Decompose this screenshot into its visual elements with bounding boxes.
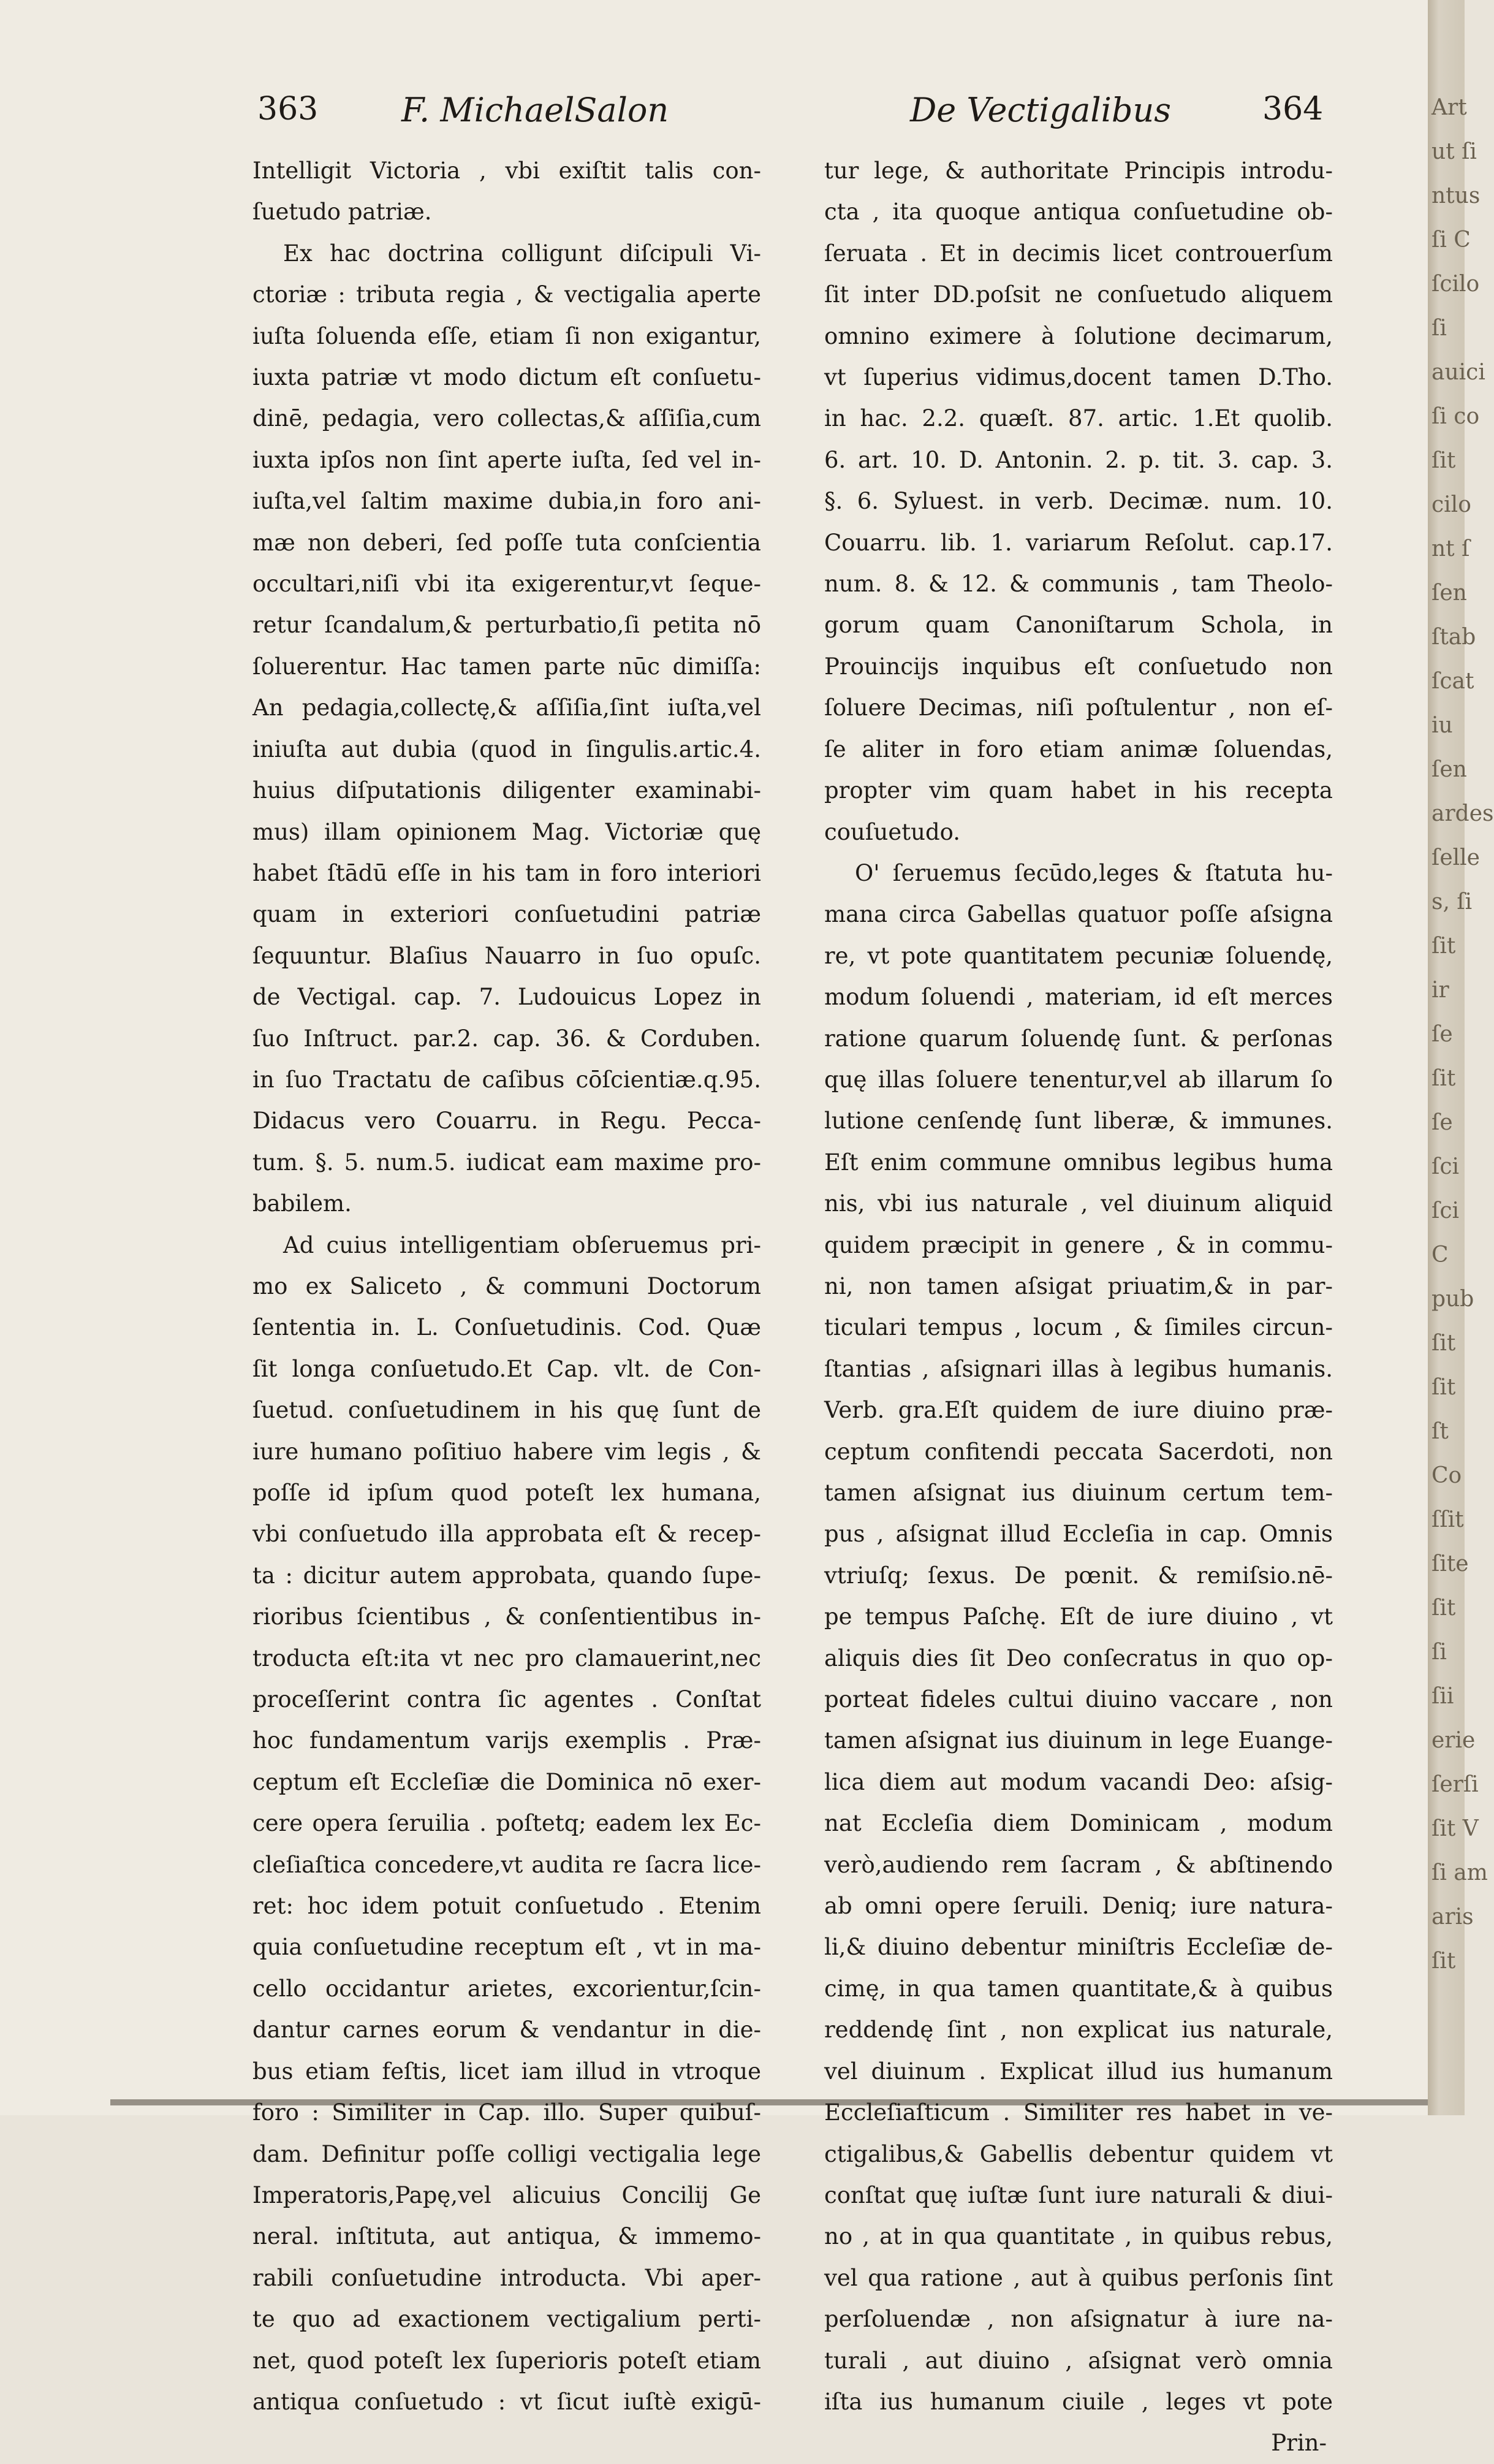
text-line: ctoriæ : tributa regia , & vectigalia aperte [252, 281, 761, 308]
text-line: reddendę ſint , non explicat ius naturale, [824, 2017, 1333, 2044]
text-line: Didacus vero Couarru. in Regu. Pecca- [252, 1108, 761, 1135]
text-line: poſſe id ipſum quod poteſt lex humana, [252, 1480, 761, 1506]
text-line: tum. §. 5. num.5. iudicat eam maxime pro- [252, 1149, 761, 1176]
text-line: Eſt enim commune omnibus legibus huma [824, 1149, 1333, 1176]
adjacent-page-fragment: ſit [1431, 1375, 1456, 1400]
adjacent-page-fragment: ir [1431, 978, 1449, 1003]
text-line: mæ non deberi, ſed poſſe tuta conſcientia [252, 529, 761, 556]
adjacent-page-fragment: ſelle [1431, 845, 1480, 870]
text-line: iuſta,vel ſaltim maxime dubia,in foro ani- [252, 488, 761, 515]
text-column-right [824, 150, 1333, 2464]
text-line: cere opera ſeruilia . poſtetq; eadem lex Ec- [252, 1810, 761, 1837]
adjacent-page-fragment: ſſit [1431, 1507, 1464, 1532]
text-line: aliquis dies ſit Deo conſecratus in quo op- [824, 1645, 1333, 1671]
text-line: rioribus ſcientibus , & conſentientibus in- [252, 1603, 761, 1630]
adjacent-page-fragment: erie [1431, 1728, 1476, 1753]
text-line: tamen aſsignat ius diuinum in lege Euange- [824, 1727, 1333, 1754]
text-line: foro : Similiter in Cap. illo. Super quibuſ- [252, 2099, 761, 2126]
text-line: lica diem aut modum vacandi Deo: aſsig- [824, 1768, 1333, 1795]
adjacent-page-fragment: ſe [1431, 1110, 1453, 1135]
text-line: iuxta ipſos non ſint aperte iuſta, ſed vel in- [252, 446, 761, 473]
text-line: quę illas ſoluere tenentur,vel ab illarum ſo [824, 1066, 1333, 1093]
text-line: iniuſta aut dubia (quod in ſingulis.artic.4. [252, 736, 761, 762]
adjacent-page-fragment: ſci [1431, 1198, 1459, 1223]
text-line: ſit longa conſuetudo.Et Cap. vlt. de Con- [252, 1355, 761, 1382]
text-line: proceſſerint contra ſic agentes . Conſtat [252, 1686, 761, 1713]
text-line: ſuetud. conſuetudinem in his quę ſunt de [252, 1397, 761, 1424]
text-line: ab omni opere ſeruili. Deniq; iure natura- [824, 1893, 1333, 1920]
text-line: conſtat quę iuſtæ ſunt iure naturali & diui- [824, 2181, 1333, 2208]
adjacent-page-fragment: pub [1431, 1287, 1474, 1312]
adjacent-page-fragment: ſcat [1431, 669, 1474, 694]
text-line: mo ex Saliceto , & communi Doctorum [252, 1272, 761, 1299]
text-line: vbi conſuetudo illa approbata eſt & recep- [252, 1521, 761, 1548]
text-line: ceptum confitendi peccata Sacerdoti, non [824, 1438, 1333, 1465]
adjacent-page-fragment: nt ſ [1431, 536, 1470, 561]
text-line: Ad cuius intelligentiam obſeruemus pri- [283, 1231, 761, 1258]
text-line: no , at in qua quantitate , in quibus rebus, [824, 2223, 1333, 2250]
text-line: cta , ita quoque antiqua conſuetudine ob- [824, 199, 1333, 226]
text-line: Intelligit Victoria , vbi exiſtit talis con- [252, 158, 761, 184]
adjacent-page-fragment: ſtab [1431, 625, 1476, 650]
text-line: ſtantias , aſsignari illas à legibus humanis. [824, 1355, 1333, 1382]
text-line: ticulari tempus , locum , & ſimiles circun- [824, 1314, 1333, 1341]
text-line: habet ſtādū eſſe in his tam in foro interiori [252, 859, 761, 886]
text-line: cleſiaſtica concedere,vt audita re ſacra lice- [252, 1851, 761, 1878]
text-line: net, quod poteſt lex ſuperioris poteſt etiam [252, 2347, 761, 2374]
text-line: huius diſputationis diligenter examinabi- [252, 777, 761, 804]
page-number-left: 363 [257, 91, 319, 127]
text-line: Verb. gra.Eſt quidem de iure diuino præ- [824, 1397, 1333, 1424]
text-line: ctigalibus,& Gabellis debentur quidem vt [824, 2140, 1333, 2167]
text-line: in hac. 2.2. quæſt. 87. artic. 1.Et quolib. [824, 405, 1333, 432]
text-line: retur ſcandalum,& perturbatio,ſi petita nō [252, 612, 761, 639]
adjacent-page-fragment: ſi am [1431, 1860, 1488, 1885]
text-line: ret: hoc idem potuit conſuetudo . Etenim [252, 1893, 761, 1920]
text-line: Imperatoris,Papę,vel alicuius Concilij Ge [252, 2181, 761, 2208]
adjacent-page-fragment: iu [1431, 713, 1453, 738]
text-line: quidem præcipit in genere , & in commu- [824, 1231, 1333, 1258]
text-line: in ſuo Tractatu de caſibus cōſcientiæ.q.95. [252, 1066, 761, 1093]
text-line: neral. inſtituta, aut antiqua, & immemo- [252, 2223, 761, 2250]
adjacent-page-fragment: aris [1431, 1904, 1474, 1930]
catchword: Prin- [1271, 2430, 1327, 2457]
adjacent-page-fragment: ſci [1431, 1154, 1459, 1179]
text-line: vt ſuperius vidimus,docent tamen D.Tho. [824, 364, 1333, 391]
text-line: cello occidantur arietes, excorientur,ſcin- [252, 1975, 761, 2002]
adjacent-page-fragment: ſe [1431, 1022, 1453, 1047]
text-line: perſoluendæ , non aſsignatur à iure na- [824, 2306, 1333, 2333]
text-line: iuxta patriæ vt modo dictum eſt conſuetu- [252, 364, 761, 391]
text-line: ſuetudo patriæ. [252, 199, 432, 226]
adjacent-page-fragment: ardes [1431, 801, 1494, 826]
text-column-left [252, 150, 761, 2422]
text-line: turali , aut diuino , aſsignat verò omnia [824, 2347, 1333, 2374]
text-line: hoc fundamentum varijs exemplis . Præ- [252, 1727, 761, 1754]
text-line: mana circa Gabellas quatuor poſſe aſsigna [824, 901, 1333, 928]
running-head-title: De Vectigalibus [910, 91, 1171, 129]
text-line: dam. Definitur poſſe colligi vectigalia lege [252, 2140, 761, 2167]
text-line: troducta eſt:ita vt nec pro clamauerint,nec [252, 1645, 761, 1671]
page-number-right: 364 [1262, 91, 1324, 127]
text-line: ſit inter DD.poſsit ne conſuetudo aliquem [824, 281, 1333, 308]
text-line: bus etiam feſtis, licet iam illud in vtroque [252, 2058, 761, 2085]
adjacent-page-fragment: ſcilo [1431, 272, 1480, 297]
adjacent-page-fragment: ſit [1431, 1331, 1456, 1356]
text-line: num. 8. & 12. & communis , tam Theolo- [824, 571, 1333, 598]
adjacent-page-fragment: ſi [1431, 1640, 1447, 1665]
text-line: de Vectigal. cap. 7. Ludouicus Lopez in [252, 984, 761, 1011]
text-line: O' ſeruemus ſecūdo,leges & ſtatuta hu- [855, 859, 1333, 886]
text-line: couſuetudo. [824, 818, 961, 845]
adjacent-page-fragment: auici [1431, 360, 1485, 385]
text-line: ſequuntur. Blaſius Nauarro in ſuo opuſc. [252, 942, 761, 969]
text-line: nat Eccleſia diem Dominicam , modum [824, 1810, 1333, 1837]
text-line: modum ſoluendi , materiam, id eſt merces [824, 984, 1333, 1011]
text-line: propter vim quam habet in his recepta [824, 777, 1333, 804]
text-line: gorum quam Canoniſtarum Schola, in [824, 612, 1333, 639]
text-line: quia conſuetudine receptum eſt , vt in ma- [252, 1934, 761, 1961]
text-line: tur lege, & authoritate Principis introdu- [824, 158, 1333, 184]
text-line: Eccleſiaſticum . Similiter res habet in ve- [824, 2099, 1333, 2126]
text-line: rabili conſuetudine introducta. Vbi aper- [252, 2264, 761, 2291]
text-line: antiqua conſuetudo : vt ſicut iuſtè exigū- [252, 2388, 761, 2415]
adjacent-page-fragment: ſit [1431, 1949, 1456, 1974]
text-line: lutione cenſendę ſunt liberæ, & immunes. [824, 1108, 1333, 1135]
adjacent-page-fragment: ſi C [1431, 227, 1471, 253]
adjacent-page-fragment: Art [1431, 95, 1467, 120]
text-line: pe tempus Paſchę. Eſt de iure diuino , vt [824, 1603, 1333, 1630]
adjacent-page-fragment: ſit [1431, 1066, 1456, 1091]
adjacent-page-fragment: ſen [1431, 580, 1467, 606]
text-line: porteat fideles cultui diuino vaccare , non [824, 1686, 1333, 1713]
adjacent-page-text [1428, 86, 1494, 2047]
text-line: ſuo Inſtruct. par.2. cap. 36. & Corduben. [252, 1025, 761, 1052]
text-line: mus) illam opinionem Mag. Victoriæ quę [252, 818, 761, 845]
adjacent-page-fragment: ſit [1431, 934, 1456, 959]
adjacent-page-fragment: ſt [1431, 1419, 1449, 1444]
text-line: ratione quarum ſoluendę ſunt. & perſonas [824, 1025, 1333, 1052]
text-line: quam in exteriori conſuetudini patriæ [252, 901, 761, 928]
text-line: babilem. [252, 1190, 352, 1217]
text-line: 6. art. 10. D. Antonin. 2. p. tit. 3. cap. 3. [824, 446, 1333, 473]
adjacent-page-fragment: ſen [1431, 757, 1467, 782]
text-line: omnino eximere à ſolutione decimarum, [824, 322, 1333, 349]
text-line: iure humano poſitiuo habere vim legis , & [252, 1438, 761, 1465]
text-line: ta : dicitur autem approbata, quando ſupe- [252, 1562, 761, 1589]
text-line: ſoluerentur. Hac tamen parte nūc dimiſſa: [252, 653, 761, 680]
adjacent-page-fragment: C [1431, 1242, 1449, 1268]
adjacent-page-fragment: ſit [1431, 1595, 1456, 1621]
text-line: te quo ad exactionem vectigalium perti- [252, 2306, 761, 2333]
adjacent-page-fragment: ſit [1431, 448, 1456, 473]
text-line: verò,audiendo rem ſacram , & abſtinendo [824, 1851, 1333, 1878]
adjacent-page-fragment: ſite [1431, 1551, 1469, 1576]
text-line: occultari,niſi vbi ita exigerentur,vt ſeque- [252, 571, 761, 598]
text-line: dinē, pedagia, vero collectas,& aſſiſia,cum [252, 405, 761, 432]
text-line: iuſta ſoluenda eſſe, etiam ſi non exigantur, [252, 322, 761, 349]
adjacent-page-fragment: ntus [1431, 183, 1481, 208]
text-line: li,& diuino debentur miniſtris Eccleſiæ de- [824, 1934, 1333, 1961]
adjacent-page-fragment: ſerſi [1431, 1772, 1479, 1797]
text-line: ni, non tamen aſsigat priuatim,& in par- [824, 1272, 1333, 1299]
adjacent-page-fragment: ſii [1431, 1684, 1454, 1709]
text-line: vel diuinum . Explicat illud ius humanum [824, 2058, 1333, 2085]
text-line: tamen aſsignat ius diuinum certum tem- [824, 1480, 1333, 1506]
text-line: ceptum eſt Eccleſiæ die Dominica nō exer- [252, 1768, 761, 1795]
text-line: §. 6. Syluest. in verb. Decimæ. num. 10. [824, 488, 1333, 515]
text-line: Prouincijs inquibus eſt conſuetudo non [824, 653, 1333, 680]
text-line: Couarru. lib. 1. variarum Reſolut. cap.17. [824, 529, 1333, 556]
adjacent-page-fragment: cilo [1431, 492, 1471, 517]
adjacent-page-fragment: ut ſi [1431, 139, 1477, 164]
text-line: nis, vbi ius naturale , vel diuinum aliquid [824, 1190, 1333, 1217]
adjacent-page-fragment: ſi [1431, 316, 1447, 341]
running-head-author: F. MichaelSalon [401, 91, 669, 129]
text-line: ſe aliter in foro etiam animæ ſoluendas, [824, 736, 1333, 762]
text-line: Ex hac doctrina colligunt diſcipuli Vi- [283, 240, 761, 267]
text-line: cimę, in qua tamen quantitate,& à quibus [824, 1975, 1333, 2002]
text-line: An pedagia,collectę,& aſſiſia,ſint iuſta,vel [252, 694, 761, 721]
adjacent-page-fragment: ſi co [1431, 404, 1480, 429]
text-line: pus , aſsignat illud Eccleſia in cap. Omnis [824, 1521, 1333, 1548]
adjacent-page-fragment: ſit V [1431, 1816, 1479, 1841]
adjacent-page-fragment: Co [1431, 1463, 1462, 1488]
text-line: ſeruata . Et in decimis licet controuerſum [824, 240, 1333, 267]
text-line: dantur carnes eorum & vendantur in die- [252, 2017, 761, 2044]
text-line: iſta ius humanum ciuile , leges vt pote [824, 2388, 1333, 2415]
adjacent-page-fragment: s, ſi [1431, 889, 1473, 914]
text-line: ſoluere Decimas, niſi poſtulentur , non eſ- [824, 694, 1333, 721]
text-line: ſententia in. L. Conſuetudinis. Cod. Quæ [252, 1314, 761, 1341]
text-line: vtriuſq; ſexus. De pœnit. & remiſsio.nē- [824, 1562, 1333, 1589]
text-line: re, vt pote quantitatem pecuniæ ſoluendę, [824, 942, 1333, 969]
text-line: vel qua ratione , aut à quibus perſonis ſint [824, 2264, 1333, 2291]
